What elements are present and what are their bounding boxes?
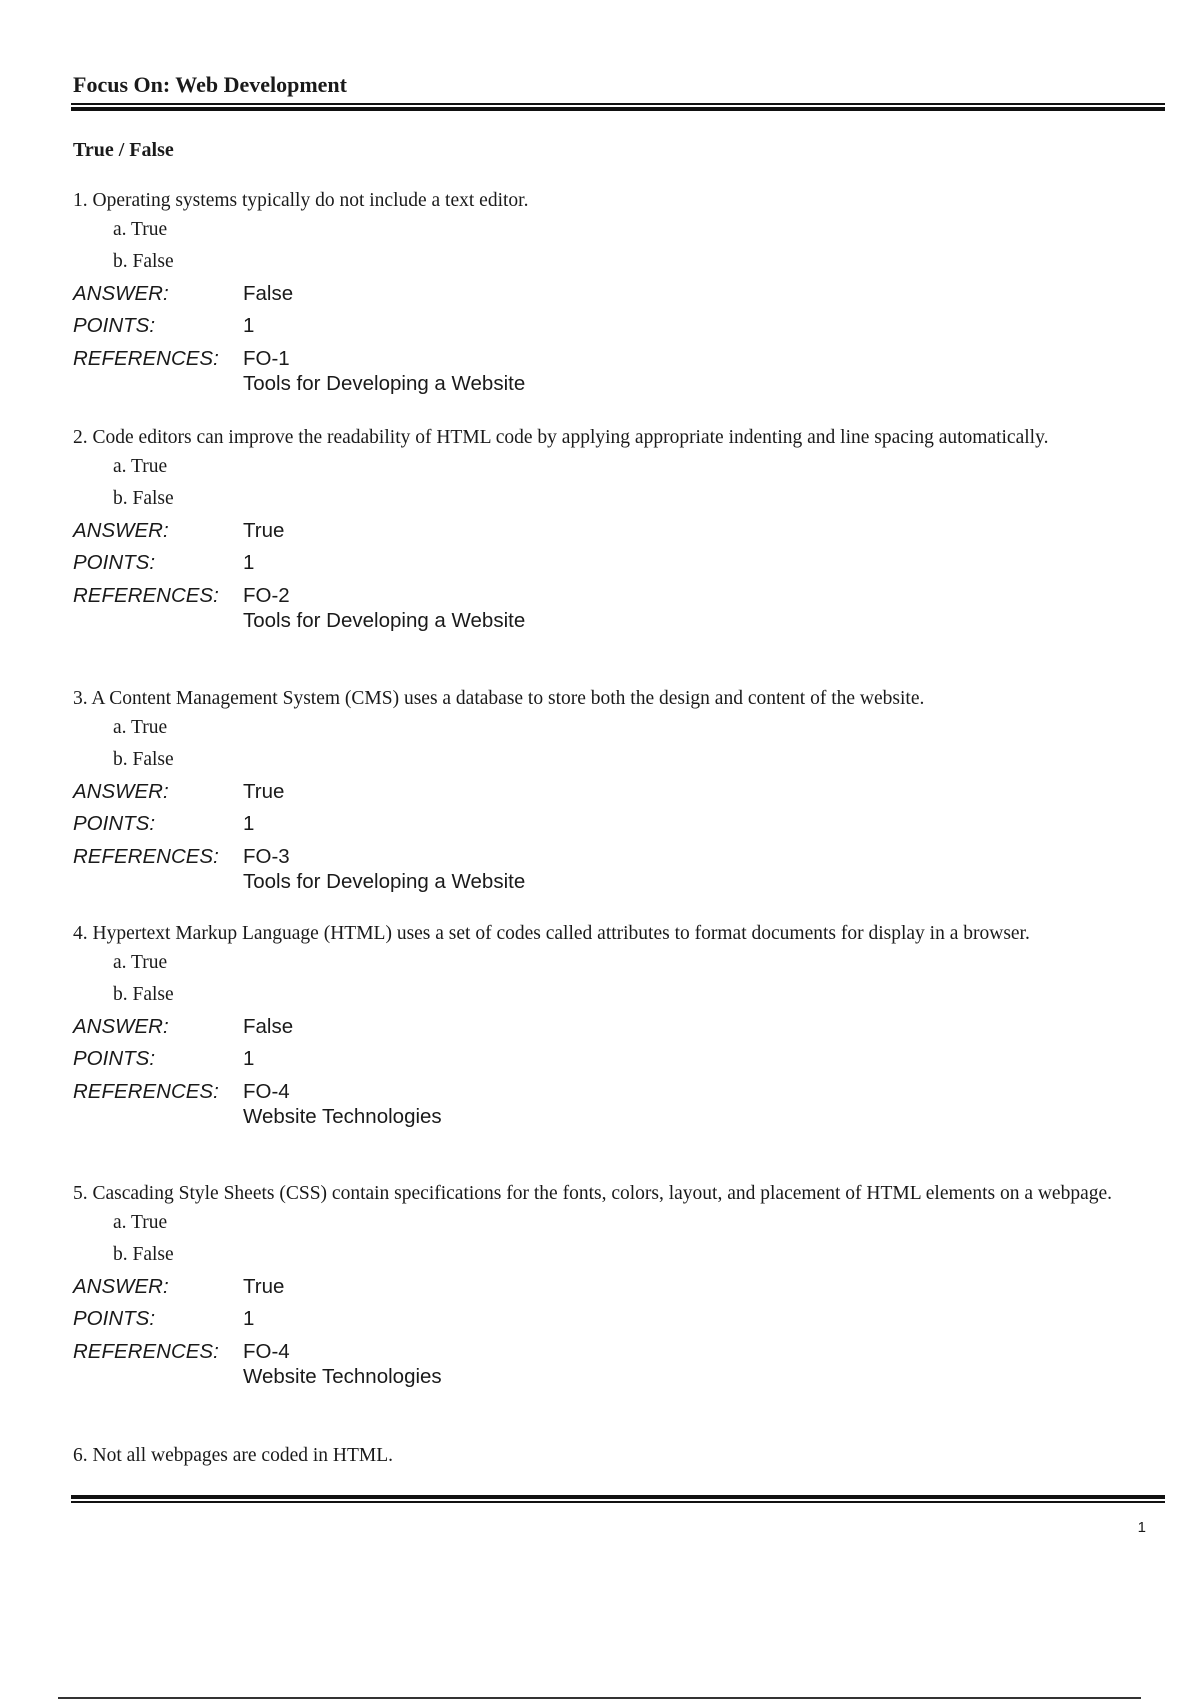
option-true: a. True bbox=[113, 1212, 168, 1233]
page-edge-line bbox=[58, 1697, 1141, 1699]
points-row bbox=[73, 547, 1163, 579]
points-label: POINTS: bbox=[73, 812, 156, 835]
points-row bbox=[73, 310, 1163, 342]
answer-label: ANSWER: bbox=[73, 780, 169, 803]
points-label: POINTS: bbox=[73, 314, 156, 337]
references-label: REFERENCES: bbox=[73, 584, 219, 607]
reference-code: FO-4 bbox=[243, 1080, 290, 1103]
question-6 bbox=[73, 1443, 1163, 1469]
section-title: True / False bbox=[73, 139, 174, 161]
question-text: 3. A Content Management System (CMS) uses a database to store both the design and content of the website. bbox=[73, 688, 925, 709]
option-true: a. True bbox=[113, 456, 168, 477]
question-2 bbox=[73, 425, 1163, 633]
option-false: b. False bbox=[113, 1244, 174, 1265]
document-header-title: Focus On: Web Development bbox=[73, 72, 347, 97]
reference-topic: Tools for Developing a Website bbox=[243, 870, 526, 893]
question-text: 1. Operating systems typically do not include a text editor. bbox=[73, 190, 529, 211]
references-row bbox=[73, 1079, 1163, 1129]
reference-topic: Tools for Developing a Website bbox=[243, 372, 526, 395]
question-4 bbox=[73, 921, 1163, 1129]
question-3 bbox=[73, 686, 1163, 894]
reference-code: FO-2 bbox=[243, 584, 290, 607]
answer-row bbox=[73, 1011, 1163, 1043]
references-row bbox=[73, 346, 1163, 396]
answer-label: ANSWER: bbox=[73, 519, 169, 542]
answer-value: True bbox=[243, 1275, 285, 1298]
question-text: 2. Code editors can improve the readability of HTML code by applying appropriate indenting and line spacing automatically. bbox=[73, 427, 1049, 448]
answer-row bbox=[73, 1271, 1163, 1303]
reference-code: FO-1 bbox=[243, 347, 290, 370]
points-value: 1 bbox=[243, 314, 255, 337]
points-value: 1 bbox=[243, 1047, 255, 1070]
points-row bbox=[73, 1303, 1163, 1335]
answer-label: ANSWER: bbox=[73, 1275, 169, 1298]
answer-label: ANSWER: bbox=[73, 1015, 169, 1038]
question-text: 6. Not all webpages are coded in HTML. bbox=[73, 1445, 394, 1466]
references-row bbox=[73, 583, 1163, 633]
points-label: POINTS: bbox=[73, 1047, 156, 1070]
option-true: a. True bbox=[113, 717, 168, 738]
answer-value: True bbox=[243, 519, 285, 542]
option-false: b. False bbox=[113, 251, 174, 272]
answer-row bbox=[73, 278, 1163, 310]
references-label: REFERENCES: bbox=[73, 347, 219, 370]
option-true: a. True bbox=[113, 952, 168, 973]
points-value: 1 bbox=[243, 1307, 255, 1330]
option-true: a. True bbox=[113, 219, 168, 240]
page-number: 1 bbox=[1137, 1519, 1146, 1536]
question-text: 5. Cascading Style Sheets (CSS) contain specifications for the fonts, colors, layout, and placement of HTML elements on a webpage. bbox=[73, 1183, 1113, 1204]
question-text: 4. Hypertext Markup Language (HTML) uses a set of codes called attributes to format documents for display in a browser. bbox=[73, 923, 1030, 944]
question-5 bbox=[73, 1181, 1163, 1389]
references-row bbox=[73, 1339, 1163, 1389]
points-label: POINTS: bbox=[73, 1307, 156, 1330]
reference-code: FO-3 bbox=[243, 845, 290, 868]
reference-code: FO-4 bbox=[243, 1340, 290, 1363]
references-label: REFERENCES: bbox=[73, 1340, 219, 1363]
header-double-rule bbox=[71, 103, 1165, 111]
option-false: b. False bbox=[113, 984, 174, 1005]
answer-label: ANSWER: bbox=[73, 282, 169, 305]
reference-topic: Website Technologies bbox=[243, 1365, 442, 1388]
points-row bbox=[73, 808, 1163, 840]
answer-row bbox=[73, 776, 1163, 808]
points-label: POINTS: bbox=[73, 551, 156, 574]
answer-value: False bbox=[243, 1015, 294, 1038]
answer-row bbox=[73, 515, 1163, 547]
footer-double-rule bbox=[71, 1495, 1165, 1503]
references-label: REFERENCES: bbox=[73, 845, 219, 868]
option-false: b. False bbox=[113, 749, 174, 770]
points-row bbox=[73, 1043, 1163, 1075]
points-value: 1 bbox=[243, 551, 255, 574]
reference-topic: Tools for Developing a Website bbox=[243, 609, 526, 632]
points-value: 1 bbox=[243, 812, 255, 835]
option-false: b. False bbox=[113, 488, 174, 509]
answer-value: True bbox=[243, 780, 285, 803]
question-1 bbox=[73, 188, 1163, 396]
reference-topic: Website Technologies bbox=[243, 1105, 442, 1128]
references-row bbox=[73, 844, 1163, 894]
answer-value: False bbox=[243, 282, 294, 305]
references-label: REFERENCES: bbox=[73, 1080, 219, 1103]
